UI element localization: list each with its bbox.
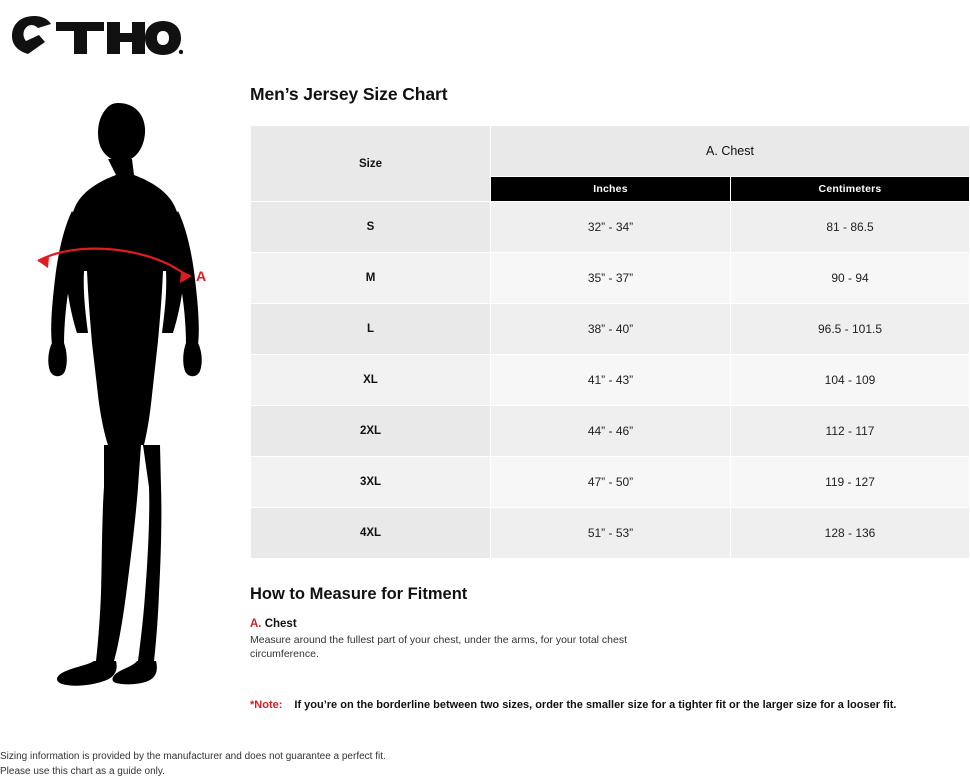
page-title: Men’s Jersey Size Chart [250, 84, 448, 104]
measure-item-chest [250, 618, 970, 661]
how-to-measure-heading: How to Measure for Fitment [250, 585, 468, 603]
cell-inches: 41” - 43” [491, 355, 731, 406]
male-silhouette [48, 103, 201, 686]
measure-item-text: Measure around the fullest part of your chest, under the arms, for your total chest circumference. [250, 634, 628, 661]
cell-centimeters: 119 - 127 [731, 457, 970, 508]
cell-size: L [251, 304, 491, 355]
size-chart-body [251, 202, 970, 559]
cell-size: 4XL [251, 508, 491, 559]
measure-name: Chest [261, 618, 297, 630]
table-row [251, 202, 970, 253]
thor-wordmark [56, 21, 181, 55]
cell-centimeters: 104 - 109 [731, 355, 970, 406]
size-chart-table [250, 125, 970, 559]
cell-size: 3XL [251, 457, 491, 508]
cell-size: XL [251, 355, 491, 406]
note-text: If you’re on the borderline between two sizes, order the smaller size for a tighter fit or the larger size for a looser fit. [294, 699, 897, 712]
measure-item-label [250, 618, 970, 630]
cell-centimeters: 112 - 117 [731, 406, 970, 457]
footer-line-2: Please use this chart as a guide only. [0, 765, 165, 777]
cell-centimeters: 90 - 94 [731, 253, 970, 304]
cell-inches: 35” - 37” [491, 253, 731, 304]
cell-inches: 38” - 40” [491, 304, 731, 355]
header-chest-group: A. Chest [491, 126, 970, 177]
note-line [250, 699, 970, 711]
table-row [251, 253, 970, 304]
header-inches: Inches [491, 177, 731, 202]
cell-inches: 32” - 34” [491, 202, 731, 253]
footer-disclaimer [0, 750, 970, 779]
thor-helmet-icon [12, 16, 51, 54]
content-column [250, 84, 970, 711]
cell-size: M [251, 253, 491, 304]
note-label: *Note: [250, 699, 283, 712]
measurement-figure [0, 95, 240, 705]
table-row [251, 457, 970, 508]
registered-mark-icon [179, 50, 183, 54]
cell-size: 2XL [251, 406, 491, 457]
chest-callout-label: A [196, 268, 207, 284]
cell-centimeters: 81 - 86.5 [731, 202, 970, 253]
footer-line-1: Sizing information is provided by the manufacturer and does not guarantee a perfect fit. [0, 751, 386, 762]
cell-inches: 51” - 53” [491, 508, 731, 559]
table-row [251, 406, 970, 457]
cell-inches: 44” - 46” [491, 406, 731, 457]
thor-brand-logo [8, 14, 183, 60]
table-row [251, 304, 970, 355]
table-header-row [251, 126, 970, 177]
cell-inches: 47” - 50” [491, 457, 731, 508]
header-size: Size [251, 126, 491, 202]
cell-centimeters: 128 - 136 [731, 508, 970, 559]
table-row [251, 508, 970, 559]
measure-letter: A. [250, 618, 262, 630]
table-row [251, 355, 970, 406]
cell-size: S [251, 202, 491, 253]
cell-centimeters: 96.5 - 101.5 [731, 304, 970, 355]
header-centimeters: Centimeters [731, 177, 970, 202]
